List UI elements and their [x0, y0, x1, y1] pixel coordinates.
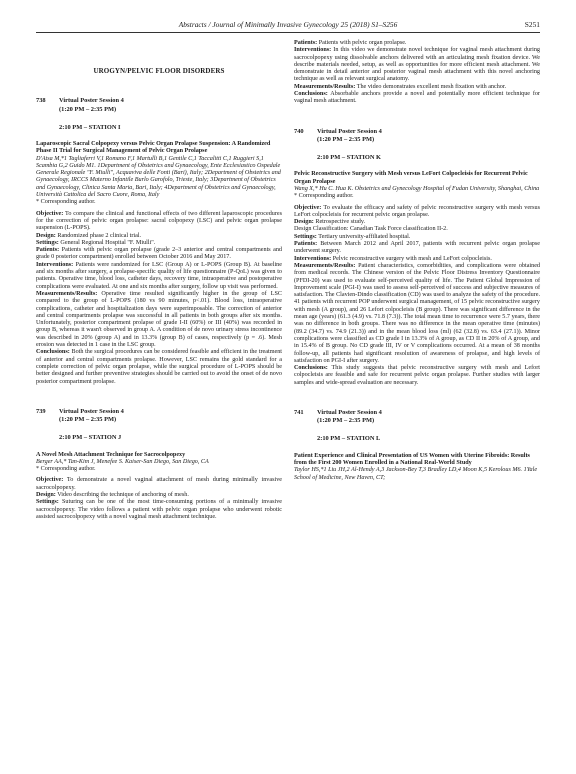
- corresponding-note: * Corresponding author.: [36, 199, 96, 206]
- abstract-authors: Taylor HS,*1 Liu JH,2 Al-Hendy A,3 Jackson-Bey T,3 Bradley LD,4 Moon K,5 Kerolous M6. 1Yale School of Medicine, New Haven, CT;: [294, 467, 538, 481]
- abstract-number: 740: [294, 127, 304, 135]
- abstract-header: [294, 128, 540, 144]
- right-column: [294, 40, 540, 482]
- paragraph-objective: Objective: To demonstrate a novel vaginal attachment of mesh during minimally invasive sacrocolpopexy.: [36, 477, 282, 491]
- paragraph-results: Measurements/Results: The video demonstrates excellent mesh fixation with anchor.: [294, 83, 507, 90]
- session-time: (1:20 PM – 2:35 PM): [59, 105, 117, 113]
- paragraph-settings: Settings: Tertiary university-affiliated hospital.: [294, 233, 411, 240]
- page-number: S251: [524, 20, 540, 29]
- paragraph-interventions: Interventions: Patients were randomized for LSC (Group A) or L-POPS (Group B). At baseline and six months after surgery, a prolapse-specific quality of life questionnaire (P-QoL) was given to patients. Operative time, blood loss, catheter days, recovery time, intraoperative and postoperative complications were evaluated. At one and six months after surgery, follow up visit was performed.: [36, 261, 282, 290]
- station: 2:10 PM – STATION J: [59, 434, 122, 442]
- abstract-740: [294, 128, 540, 387]
- paragraph-conclusions: Conclusions: Both the surgical procedures can be considered feasible and efficient in the treatment of anterior and central compartments prolapse. However, LSC remains the gold standard for a complete correction of pelvic organ prolapse, while the surgical procedure of L-POPS should be better designed and further preventive strategies should be carried out to avoid the onset of de novo posterior compartment prolapse.: [36, 349, 282, 385]
- session-time: (1:20 PM – 2:35 PM): [317, 135, 375, 143]
- abstract-741: [294, 409, 540, 482]
- corresponding-note: * Corresponding author.: [36, 466, 96, 473]
- abstract-title: A Novel Mesh Attachment Technique for Sacrocolpopexy: [36, 451, 186, 458]
- station: 2:10 PM – STATION I: [59, 123, 121, 131]
- corresponding-note: * Corresponding author.: [294, 193, 354, 200]
- abstract-number: 738: [36, 97, 46, 105]
- abstract-739-continued: [294, 40, 540, 106]
- session-name: Virtual Poster Session 4: [317, 408, 382, 416]
- abstract-title: Laparoscopic Sacral Colpopexy versus Pelvic Organ Prolapse Suspension: A Randomized Phase II Trial for Surgical Management of Pelvic Organ Prolapse: [36, 141, 271, 155]
- paragraph-conclusions: Conclusions: This study suggests that pelvic reconstructive surgery with mesh and Lefort colpocleisis are feasible and safe for recurrent pelvic organ prolapse. Further studies with larger samples and wide-spread evaluation are necessary.: [294, 365, 540, 386]
- paragraph-objective: Objective: To compare the clinical and functional effects of two different laparoscopic procedures for the correction of pelvic organ prolapse: sacral colpopexy (LSC) and pelvic organ prolapse suspension (L-POPS).: [36, 210, 282, 232]
- section-title: UROGYN/PELVIC FLOOR DISORDERS: [93, 67, 225, 75]
- station: 2:10 PM – STATION K: [317, 154, 382, 162]
- session-name: Virtual Poster Session 4: [59, 97, 124, 105]
- paragraph-design-classification: Design Classification: Canadian Task Force classification II-2.: [294, 226, 448, 233]
- abstract-title: Patient Experience and Clinical Presentation of US Women with Uterine Fibroids: Results from the First 200 Women Enrolled in a National Real-World Study: [294, 452, 530, 466]
- session-time: (1:20 PM – 2:35 PM): [59, 416, 117, 423]
- session-time: (1:20 PM – 2:35 PM): [317, 417, 375, 425]
- abstract-number: 739: [36, 407, 46, 415]
- paragraph-objective: Objective: To evaluate the efficacy and safety of pelvic reconstructive surgery with mesh versus LeFort colpocleisis for recurrent pelvic organ prolapse.: [294, 204, 540, 218]
- session-name: Virtual Poster Session 4: [59, 407, 124, 415]
- paragraph-settings: Settings: Suturing can be one of the most time-consuming portions of a minimally invasive sacrocolpopexy. The video follows a patient with pelvic organ prolapse who underwent robotic assisted sacrocolpopexy with a novel vaginal mesh attachment technique.: [36, 499, 282, 520]
- abstract-title: Pelvic Reconstructive Surgery with Mesh versus LeFort Colpocleisis for Recurrent Pelvic Organ Prolapse: [294, 171, 528, 185]
- paragraph-patients: Patients: Patients with pelvic organ prolapse (grade 2–3 anterior and central compartments and grade 0 posterior compartment) enrolled between October 2016 and May 2017.: [36, 247, 282, 261]
- station: 2:10 PM – STATION L: [317, 435, 381, 443]
- paragraph-results: Measurements/Results: Operative time resulted significantly higher in the group of LSC compared to the group of L-POPS (180 vs 90 minutes, p<.01). Blood loss, intraoperative complications, catheter and hospitalization days were superimposable. The correction of anterior and central compartments prolapse was successful in all patients in both groups after six months. Unfortunately, posterior compartment prolapse of grade I-II (60%) or III (40%) was recorded in group B, whereas it wasn't observed in group A. A condition of de novo urinary stress incontinence was described in 20% (group A) and in 13.3% (group B) of cases, respectively (p = .6). Mesh erosion was detected in 1 case in the LSC group.: [36, 290, 282, 349]
- paragraph-patients: Patients: Between March 2012 and April 2017, patients with recurrent pelvic organ prolapse underwent surgery.: [294, 241, 540, 255]
- abstract-header: [36, 97, 282, 113]
- left-column: [36, 40, 282, 521]
- paragraph-results: Measurements/Results: Patient characteristics, comorbidities, and complications were obtained from medical records. The Chinese version of the Pelvic Floor Distress Inventory Questionnaire (PFDI-20) was used to evaluate self-perceived quality of life. The Patient Global Impression of Improvement scale (PGI-I) was used to assess self-perceived of success and subjective measures of satisfaction. The Clavien-Dindo classification (CD) was used to analyze the safety of the procedure. 41 patients with recurrent POP underwent surgical management, of 15 pelvic reconstructive surgery with mesh (A group), and 26 Lefort colpocleisis (B group). There was significant difference in the mean age (years) (61.3 (4.9) vs. 71.8 (7.3)). The total mean time to recurrence were 5.7 years, there was no difference in both groups. There was no difference in the mean operative time (minutes) (89.2 (34.7) vs. 74.9 (21.3)) and in the mean blood loss (ml) (62 (32.8) vs. 63.4 (27.1)). Minor complications were classified as CD grade I in 13.3% of A group, as CD II in 20% of A group, and in 15.4% of B group. No CD grade III, IV or V complications occurred. At a mean of 38 months follow-up, all patients had significant resolution of awareness of prolapse, and high levels of satisfaction on PGI-I after surgery.: [294, 262, 540, 364]
- session-name: Virtual Poster Session 4: [317, 127, 382, 135]
- paragraph-design: Design: Video describing the technique of anchoring of mesh.: [36, 491, 189, 498]
- paragraph-conclusions: Conclusions: Absorbable anchors provide a novel and potentially more efficient technique for vaginal mesh attachment.: [294, 91, 540, 105]
- journal-title: Abstracts / Journal of Minimally Invasive Gynecology 25 (2018) S1–S256: [178, 20, 398, 29]
- running-header: [36, 18, 540, 33]
- paragraph-design: Design: Randomized phase 2 clinical trial.: [36, 232, 142, 239]
- paragraph-interventions: Interventions: In this video we demonstrate novel technique for vaginal mesh attachment during sacrocolpopexy using dissolvable anchors delivered with an articulating mesh fixation device. We describe materials needed, setup, as well as opportunities for more efficient mesh attachment. We demonstrate in detail anterior and posterior vaginal mesh attachment with this novel anchoring technique as well as relevant surgical anatomy.: [294, 47, 540, 83]
- paragraph-settings: Settings: General Regional Hospital "F. Miulli".: [36, 239, 156, 246]
- paragraph-interventions: Interventions: Pelvic reconstructive surgery with mesh and LeFort colpocleisis.: [294, 255, 492, 262]
- abstract-738: [36, 97, 282, 386]
- abstract-739: [36, 408, 282, 521]
- paragraph-design: Design: Retrospective study.: [294, 219, 366, 226]
- abstract-header: [36, 408, 282, 424]
- abstract-authors: D'Atsa M,*1 Tagliaferri V,1 Romano F,1 Martulli B,1 Gentile C,1 Taccalitti C,1 Ruggieri S,1 Scambia G,2 Guido M1. 1Department of Obstetrics and Gynaecology, Ente Ecclesiastico Ospedale Generale Regionale "F. Miulli", Acquaviva delle Fonti (Bari), Italy; 2Department of Obstetrics and Gynaecology, IRCCS Materno Infantile Burlo Garofolo, Trieste, Italy; 3Department of Obstetrics and Gynaecology, Clinica Santa Maria, Bari, Italy; 4Department of Obstetrics and Gynaecology, Università Cattolica del Sacro Cuore, Roma, Italy: [36, 155, 281, 199]
- abstract-authors: Berger AA,* Tan-Kim J, Menefee S. Kaiser-San Diego, San Diego, CA: [36, 458, 209, 465]
- abstract-authors: Wang X,* Hu C. Hua K. Obstetrics and Gynecology Hospital of Fudan University, Shanghai, China: [294, 185, 540, 192]
- abstract-header: [294, 409, 540, 425]
- abstract-number: 741: [294, 408, 304, 416]
- paragraph-patients: Patients: Patients with pelvic organ prolapse.: [294, 40, 407, 46]
